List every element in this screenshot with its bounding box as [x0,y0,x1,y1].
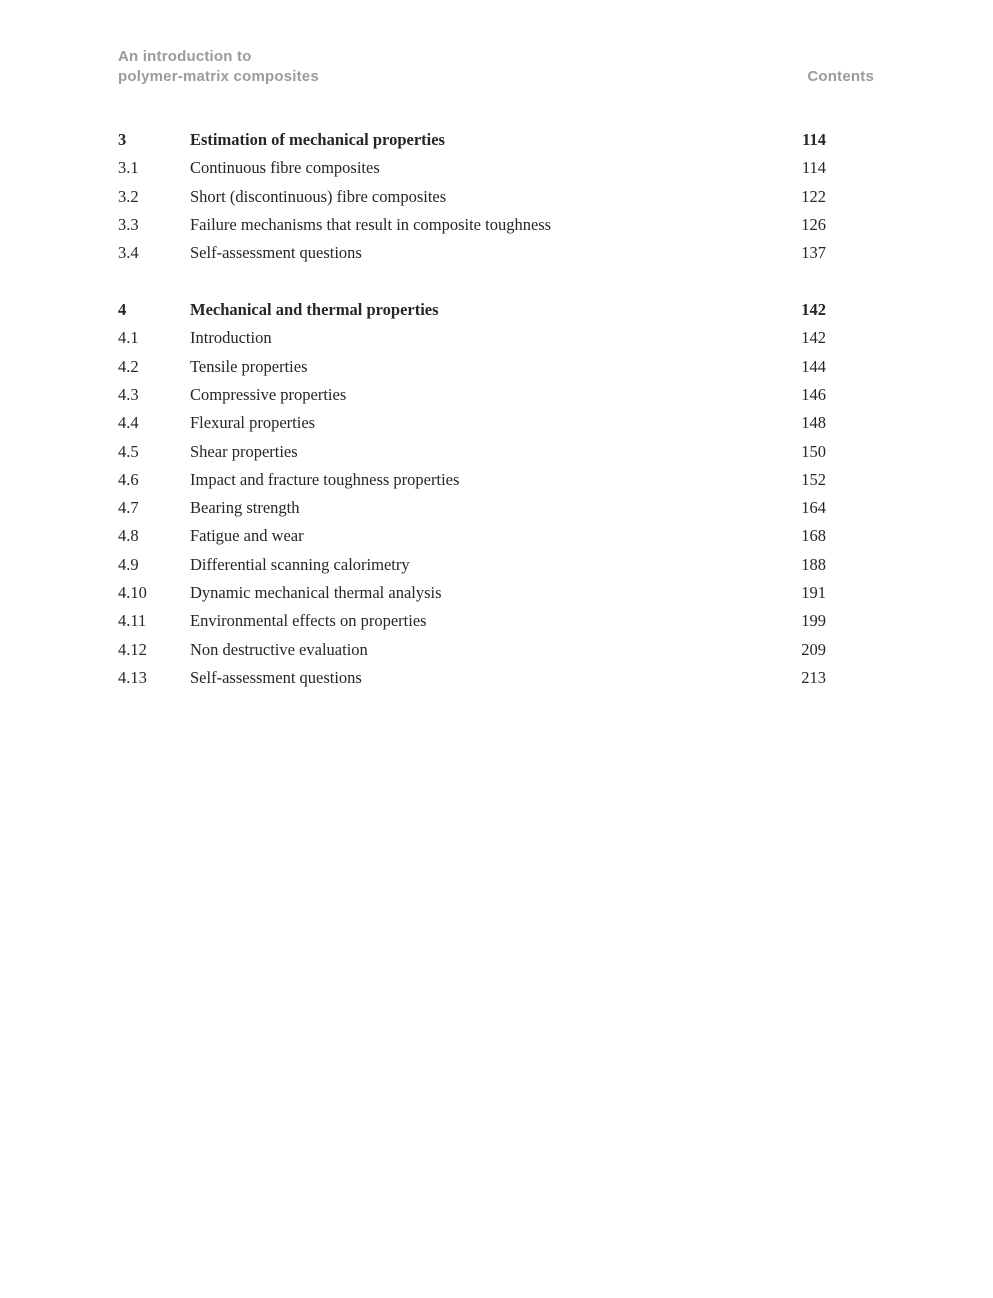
toc-entry-page: 142 [801,300,826,320]
toc-entry-number: 4.1 [118,328,139,348]
running-header [118,47,874,86]
toc-entry-number: 4.4 [118,413,139,433]
toc-entry-page: 122 [801,186,826,206]
book-title [118,47,319,86]
toc-entry-page: 126 [801,214,826,234]
toc-entry-number: 4.9 [118,554,139,574]
book-title-line2: polymer-matrix composites [118,67,319,85]
toc-row [118,353,826,381]
toc-entry-title: Fatigue and wear [190,526,304,546]
toc-entry-number: 4.3 [118,384,139,404]
toc-entry-page: 188 [801,554,826,574]
toc-entry-page: 168 [801,526,826,546]
toc-row [118,438,826,466]
toc-entry-number: 4.5 [118,441,139,461]
toc-entry-title: Dynamic mechanical thermal analysis [190,583,442,603]
toc-entry-page: 142 [801,328,826,348]
toc-row [118,607,826,635]
toc-entry-page: 148 [801,413,826,433]
toc-entry-title: Impact and fracture toughness properties [190,469,460,489]
toc-entry-number: 3.2 [118,186,139,206]
toc-entry-number: 3.1 [118,158,139,178]
toc-entry-page: 213 [801,667,826,687]
toc-entry-number: 4.11 [118,611,147,631]
toc-row-chapter-3 [118,126,826,154]
toc-row [118,211,826,239]
toc-row [118,551,826,579]
toc-row [118,636,826,664]
toc-entry-title: Flexural properties [190,413,316,433]
toc-entry-number: 4.6 [118,469,139,489]
toc-entry-title: Bearing strength [190,498,300,518]
toc-entry-page: 164 [801,498,826,518]
toc-entry-page: 199 [801,611,826,631]
toc-row [118,466,826,494]
toc-entry-title: Self-assessment questions [190,667,362,687]
toc-entry-title: Introduction [190,328,272,348]
toc-row [118,664,826,692]
toc-row [118,579,826,607]
toc-entry-title: Self-assessment questions [190,243,362,263]
toc-entry-number: 3.3 [118,214,139,234]
toc-entry-title: Continuous fibre composites [190,158,380,178]
toc-entry-title: Mechanical and thermal properties [190,300,439,320]
toc-entry-number: 4.7 [118,498,139,518]
toc-entry-number: 4.2 [118,356,139,376]
toc-entry-number: 4 [118,300,127,320]
toc-entry-page: 150 [801,441,826,461]
toc-row [118,154,826,182]
toc-row [118,324,826,352]
toc-entry-page: 144 [801,356,826,376]
toc-entry-page: 114 [802,130,826,149]
toc-entry-title: Differential scanning calorimetry [190,554,410,574]
toc-row-chapter-4 [118,296,826,324]
toc-entry-title: Failure mechanisms that result in composite toughness [190,214,552,234]
toc-entry-page: 137 [801,243,826,263]
book-title-line1: An introduction to [118,48,252,65]
toc-row [118,381,826,409]
toc-entry-title: Environmental effects on properties [190,611,427,631]
toc-row [118,494,826,522]
toc-entry-number: 4.13 [118,667,147,687]
toc-entry-page: 191 [801,583,826,603]
toc-entry-page: 209 [801,639,826,659]
toc-entry-page: 152 [801,469,826,489]
toc-row [118,183,826,211]
toc-entry-title: Non destructive evaluation [190,639,368,659]
toc-entry-number: 4.8 [118,526,139,546]
toc-entry-title: Estimation of mechanical properties [190,130,445,149]
page-label: Contents [807,67,874,85]
toc-entry-number: 3 [118,130,127,149]
toc-entry-title: Tensile properties [190,356,308,376]
toc-entry-title: Shear properties [190,441,298,461]
toc-row [118,522,826,550]
toc-entry-title: Short (discontinuous) fibre composites [190,186,447,206]
toc-row [118,409,826,437]
toc-entry-number: 3.4 [118,243,139,263]
toc-entry-number: 4.10 [118,583,147,603]
toc-row [118,239,826,267]
toc-entry-page: 146 [801,384,826,404]
table-of-contents [118,126,826,692]
toc-entry-number: 4.12 [118,639,147,659]
toc-entry-title: Compressive properties [190,384,347,404]
toc-entry-page: 114 [801,158,826,178]
